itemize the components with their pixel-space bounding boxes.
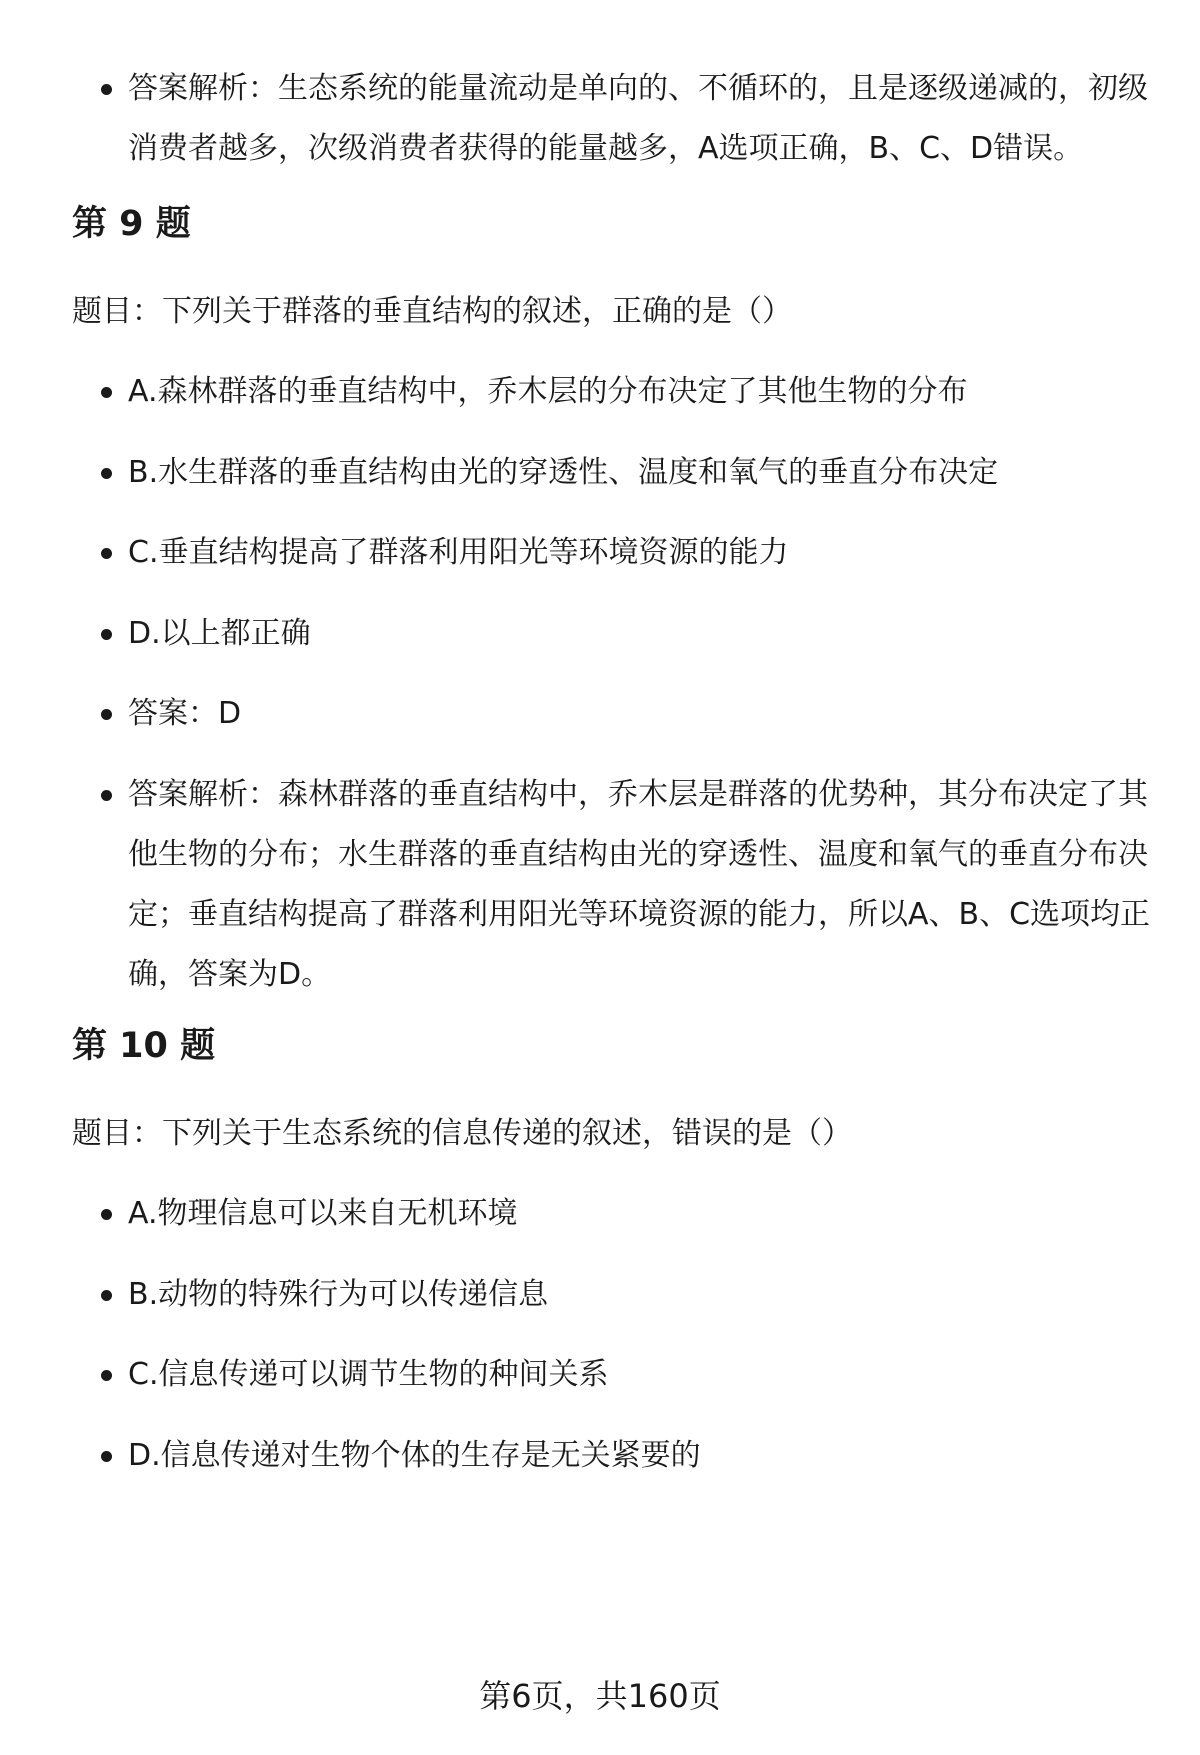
bullet-icon [101, 1209, 112, 1220]
bullet-icon [101, 468, 112, 479]
question-9-heading: 第 9 题 [72, 204, 191, 244]
option-text: A.森林群落的垂直结构中，乔木层的分布决定了其他生物的分布 [128, 374, 968, 409]
question-9-option-b [72, 443, 1152, 503]
bullet-icon [101, 1451, 112, 1462]
option-text: B.水生群落的垂直结构由光的穿透性、温度和氧气的垂直分布决定 [128, 455, 999, 490]
question-10-option-d [72, 1426, 1152, 1486]
option-text: C.信息传递可以调节生物的种间关系 [128, 1357, 609, 1392]
option-text: C.垂直结构提高了群落利用阳光等环境资源的能力 [128, 535, 789, 570]
question-9-option-a [72, 362, 1152, 422]
bullet-icon [101, 387, 112, 398]
bullet-icon [101, 84, 112, 95]
question-9-answer [72, 684, 1152, 744]
bullet-icon [101, 709, 112, 720]
prev-explanation-item [72, 59, 1152, 179]
question-10-stem: 题目：下列关于生态系统的信息传递的叙述，错误的是（） [72, 1116, 852, 1151]
question-9-option-c [72, 523, 1152, 583]
question-10-option-b [72, 1265, 1152, 1325]
bullet-icon [101, 1370, 112, 1381]
option-text: D.以上都正确 [128, 616, 311, 651]
prev-explanation-text: 答案解析：生态系统的能量流动是单向的、不循环的，且是逐级递减的，初级消费者越多，次级消费者获得的能量越多，A选项正确，B、C、D错误。 [128, 71, 1148, 166]
bullet-icon [101, 1290, 112, 1301]
page-number-footer: 第6页，共160页 [479, 1677, 721, 1715]
question-10-option-c [72, 1345, 1152, 1405]
answer-text: 答案：D [128, 696, 242, 731]
option-text: A.物理信息可以来自无机环境 [128, 1196, 518, 1231]
question-9-option-d [72, 604, 1152, 664]
question-10-heading: 第 10 题 [72, 1026, 216, 1066]
option-text: B.动物的特殊行为可以传递信息 [128, 1277, 549, 1312]
bullet-icon [101, 629, 112, 640]
bullet-icon [101, 548, 112, 559]
option-text: D.信息传递对生物个体的生存是无关紧要的 [128, 1438, 701, 1473]
question-9-explanation [72, 765, 1152, 1005]
explanation-text: 答案解析：森林群落的垂直结构中，乔木层是群落的优势种，其分布决定了其他生物的分布；水生群落的垂直结构由光的穿透性、温度和氧气的垂直分布决定；垂直结构提高了群落利用阳光等环境资源的能力，所以A、B、C选项均正确，答案为D。 [128, 777, 1151, 992]
question-9-stem: 题目：下列关于群落的垂直结构的叙述，正确的是（） [72, 294, 792, 329]
bullet-icon [101, 790, 112, 801]
question-10-option-a [72, 1184, 1152, 1244]
